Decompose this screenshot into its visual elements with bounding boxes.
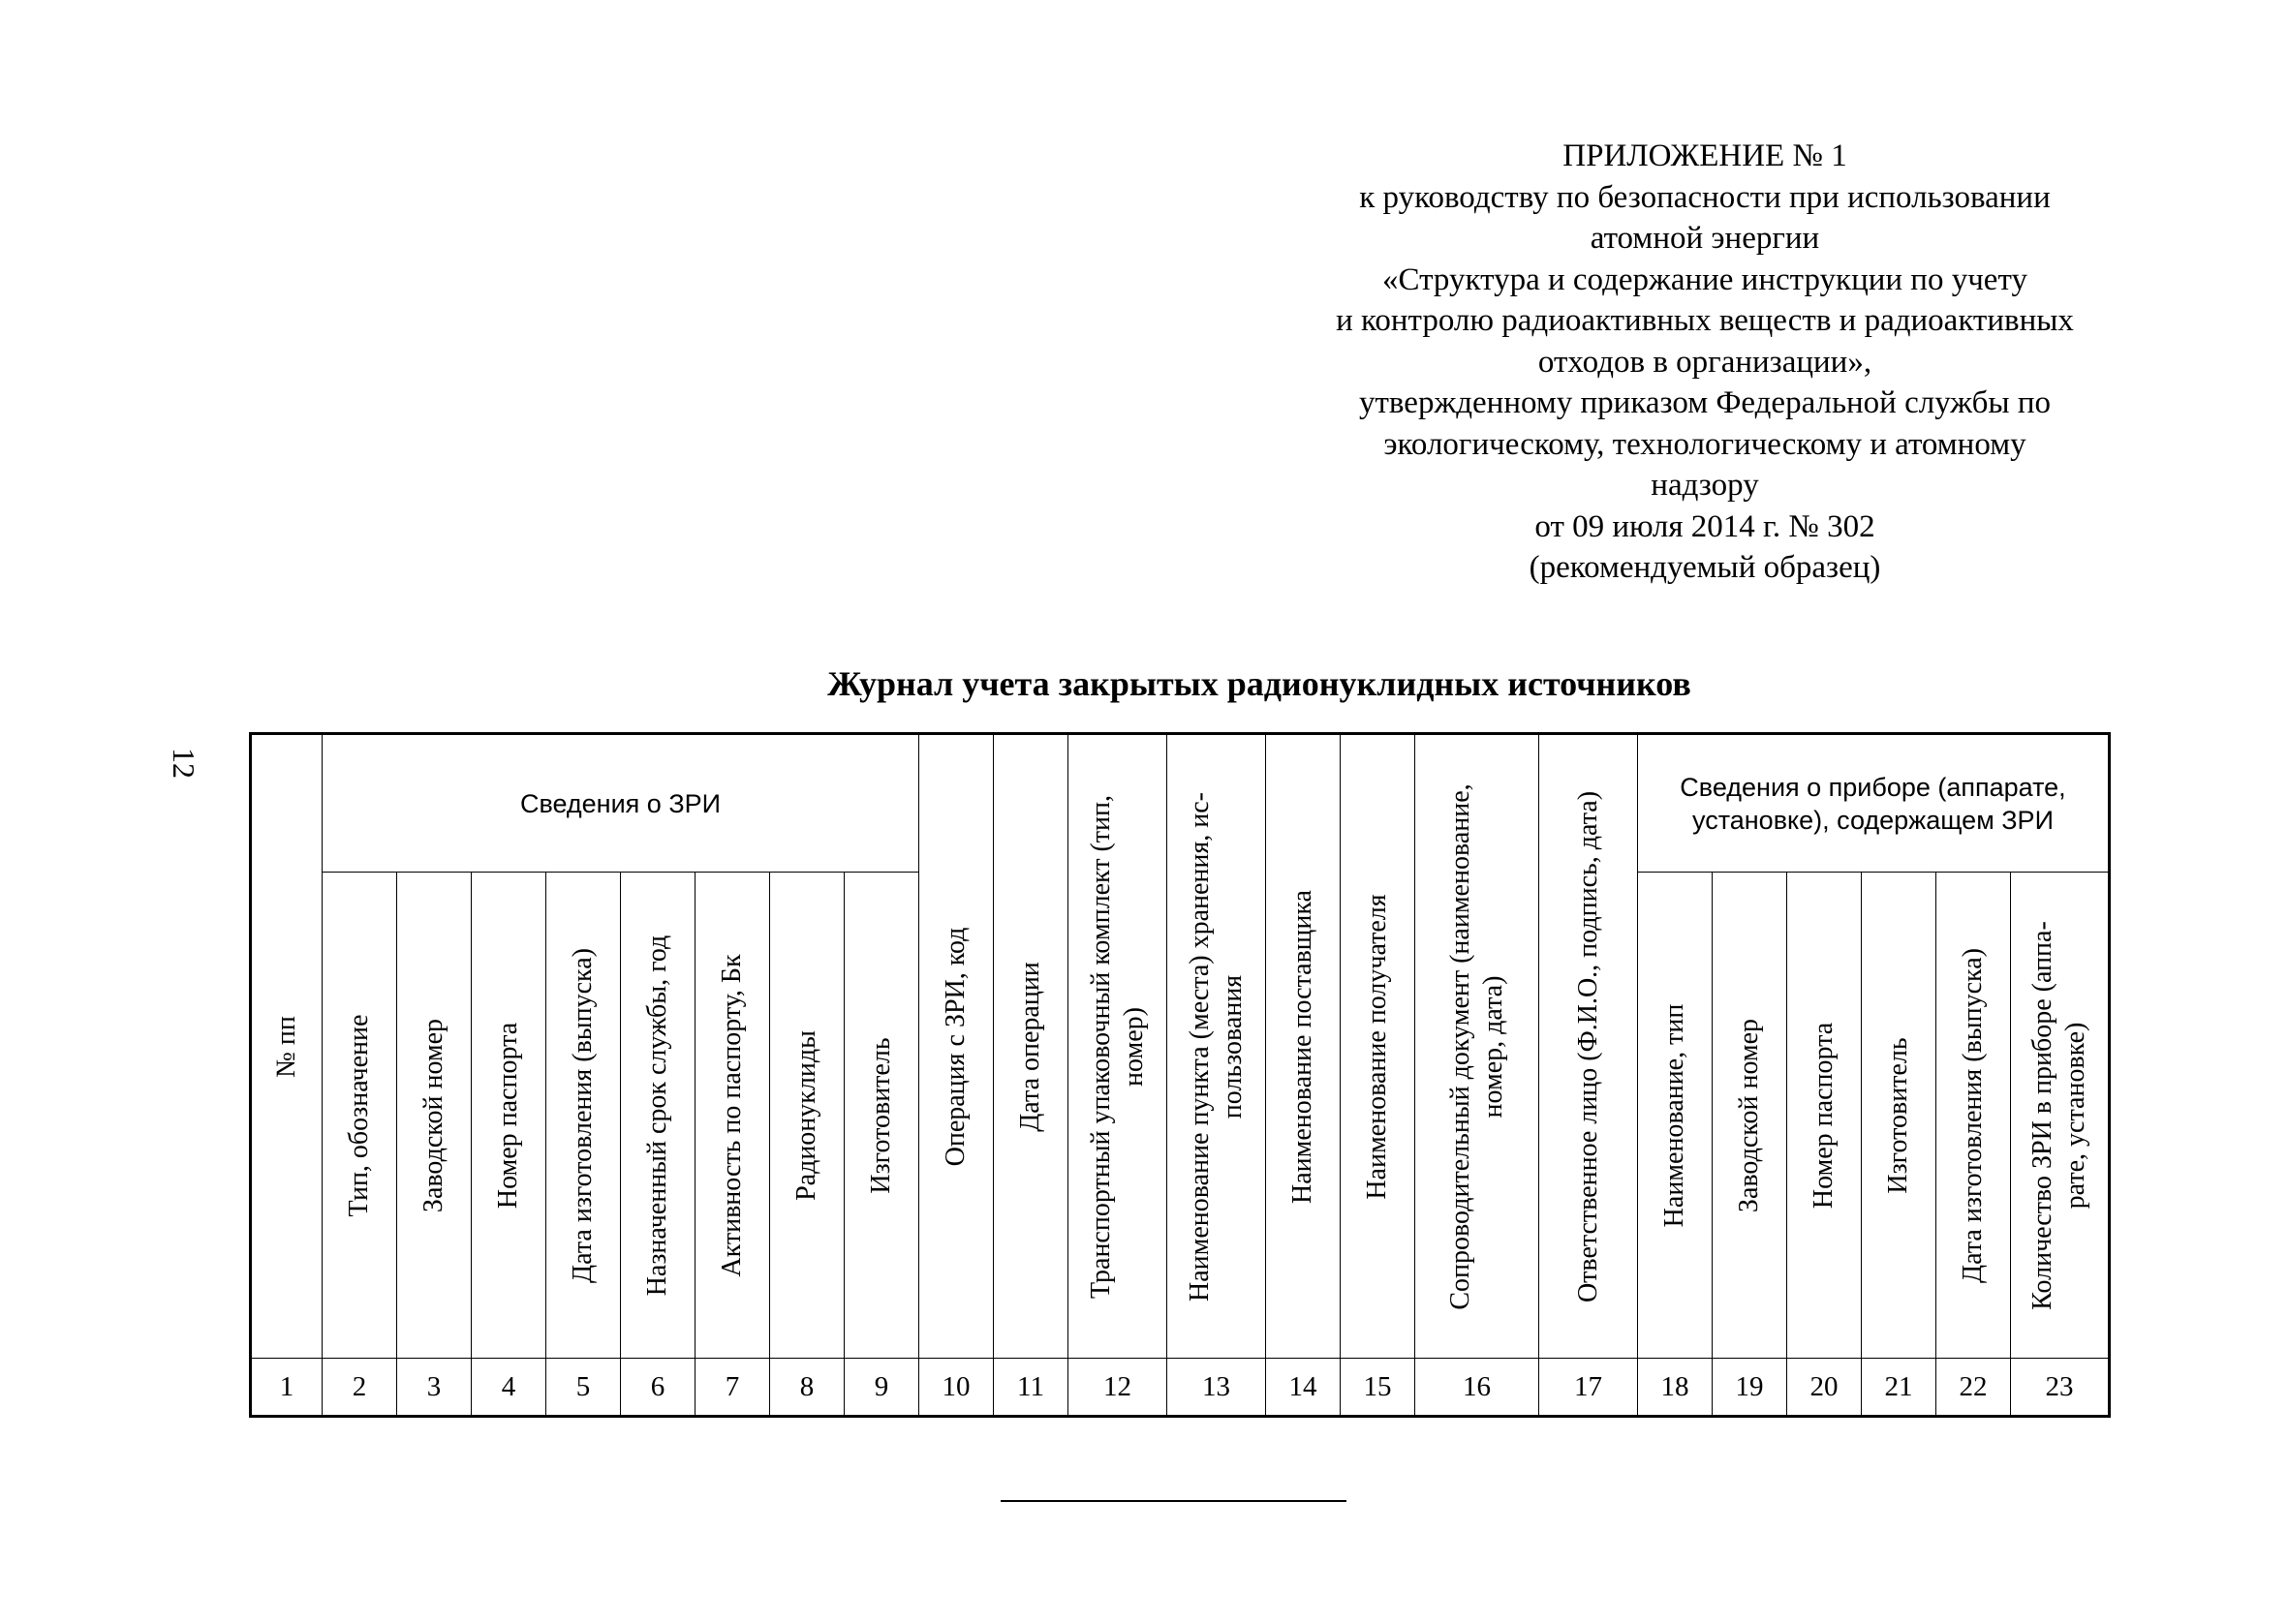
col-header-text: Номер паспорта (493, 1022, 523, 1209)
col-header-20 (1787, 873, 1862, 1359)
col-header-17 (1539, 734, 1638, 1359)
page-number: 12 (167, 748, 201, 779)
group-header-zri: Сведения о ЗРИ (323, 734, 919, 873)
col-header-text: № пп (271, 1015, 301, 1078)
column-number: 12 (1068, 1359, 1167, 1417)
appendix-header (1221, 136, 2189, 589)
col-header-text: Активность по паспорту, Бк (717, 953, 747, 1277)
footer-divider (1001, 1500, 1346, 1502)
column-number: 6 (621, 1359, 696, 1417)
col-header-text: Сопроводительный документ (наименование, номер, дата) (1444, 782, 1508, 1310)
col-header-10 (919, 734, 994, 1359)
col-header-2 (323, 873, 397, 1359)
col-header-text: Операция с ЗРИ, код (941, 927, 971, 1166)
col-header-text: Транспортный упаковочный комплект (тип, номер) (1085, 794, 1149, 1299)
col-header-13 (1167, 734, 1266, 1359)
col-header-21 (1862, 873, 1936, 1359)
col-header-text: Дата операции (1015, 961, 1045, 1132)
column-number: 5 (546, 1359, 621, 1417)
col-header-5 (546, 873, 621, 1359)
col-header-text: Дата изготовления (выпуска) (568, 947, 598, 1283)
column-number: 21 (1862, 1359, 1936, 1417)
col-header-11 (994, 734, 1068, 1359)
group-header-device: Сведения о приборе (аппарате, установке), содержащем ЗРИ (1638, 734, 2110, 873)
col-header-4 (472, 873, 546, 1359)
col-header-text: Дата изготовления (выпуска) (1958, 947, 1988, 1283)
col-header-19 (1713, 873, 1787, 1359)
appendix-line: ПРИЛОЖЕНИЕ № 1 (1562, 138, 1847, 173)
col-header-text: Наименование, тип (1659, 1003, 1689, 1227)
column-number: 11 (994, 1359, 1068, 1417)
column-number: 9 (845, 1359, 919, 1417)
journal-table (249, 732, 2111, 1418)
appendix-line: надзору (1651, 468, 1759, 503)
col-header-text: Наименование пункта (места) хранения, ис- пользования (1184, 791, 1248, 1302)
col-header-23 (2011, 873, 2110, 1359)
col-header-text: Наименование получателя (1362, 893, 1392, 1200)
col-header-8 (770, 873, 845, 1359)
column-number: 4 (472, 1359, 546, 1417)
col-header-3 (397, 873, 472, 1359)
column-number-row (251, 1359, 2110, 1417)
appendix-line: от 09 июля 2014 г. № 302 (1534, 508, 1875, 544)
appendix-line: утвержденному приказом Федеральной службы по (1358, 385, 2052, 420)
column-number: 8 (770, 1359, 845, 1417)
col-header-text: Тип, обозначение (344, 1014, 374, 1216)
column-number: 14 (1266, 1359, 1341, 1417)
col-header-text: Заводской номер (418, 1018, 448, 1212)
col-header-15 (1341, 734, 1415, 1359)
col-header-text: Назначенный срок службы, год (642, 935, 672, 1296)
col-header-text: Изготовитель (866, 1036, 896, 1194)
appendix-line: и контролю радиоактивных веществ и радиоактивных (1336, 303, 2074, 338)
column-number: 2 (323, 1359, 397, 1417)
col-header-9 (845, 873, 919, 1359)
header-row-groups (251, 734, 2110, 873)
column-number: 17 (1539, 1359, 1638, 1417)
appendix-line: (рекомендуемый образец) (1529, 550, 1881, 585)
column-number: 15 (1341, 1359, 1415, 1417)
journal-title: Журнал учета закрытых радионуклидных источников (827, 664, 1691, 703)
col-header-22 (1936, 873, 2011, 1359)
appendix-line: «Структура и содержание инструкции по учету (1382, 261, 2027, 297)
col-header-text: Заводской номер (1734, 1018, 1764, 1212)
column-number: 7 (696, 1359, 770, 1417)
col-header-18 (1638, 873, 1713, 1359)
column-number: 1 (251, 1359, 323, 1417)
col-header-7 (696, 873, 770, 1359)
appendix-line: атомной энергии (1590, 221, 1820, 256)
column-number: 22 (1936, 1359, 2011, 1417)
col-header-14 (1266, 734, 1341, 1359)
column-number: 3 (397, 1359, 472, 1417)
col-header-1 (251, 734, 323, 1359)
col-header-text: Ответственное лицо (Ф.И.О., подпись, дата) (1572, 790, 1603, 1302)
column-number: 16 (1415, 1359, 1539, 1417)
column-number: 13 (1167, 1359, 1266, 1417)
column-number: 18 (1638, 1359, 1713, 1417)
column-number: 23 (2011, 1359, 2110, 1417)
col-header-text: Номер паспорта (1809, 1022, 1839, 1209)
col-header-text: Изготовитель (1883, 1036, 1913, 1194)
appendix-line: отходов в организации», (1537, 344, 1872, 380)
column-number: 19 (1713, 1359, 1787, 1417)
col-header-text: Наименование поставщика (1287, 889, 1317, 1204)
appendix-line: к руководству по безопасности при использовании (1359, 179, 2051, 215)
col-header-12 (1068, 734, 1167, 1359)
column-number: 10 (919, 1359, 994, 1417)
col-header-16 (1415, 734, 1539, 1359)
column-number: 20 (1787, 1359, 1862, 1417)
appendix-line: экологическому, технологическому и атомному (1383, 426, 2026, 462)
col-header-text: Радионуклиды (791, 1029, 821, 1201)
col-header-6 (621, 873, 696, 1359)
col-header-text: Количество ЗРИ в приборе (аппа- рате, установке) (2027, 920, 2090, 1310)
